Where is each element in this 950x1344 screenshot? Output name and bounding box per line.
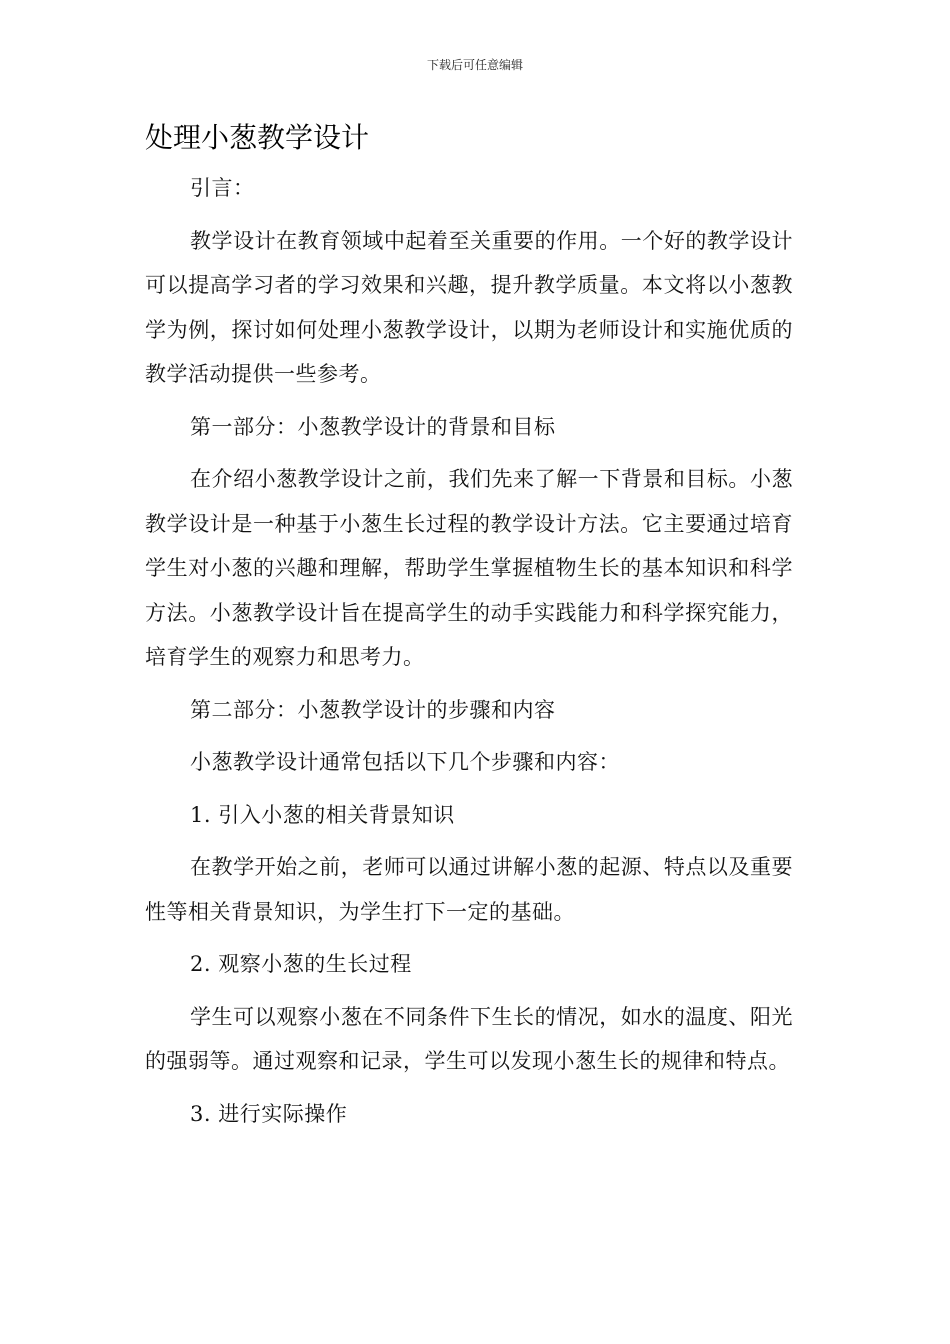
step-2-body: 学生可以观察小葱在不同条件下生长的情况，如水的温度、阳光的强弱等。通过观察和记录，学生可以发现小葱生长的规律和特点。	[145, 1004, 793, 1073]
document-body	[145, 166, 793, 1144]
document-title: 处理小葱教学设计	[145, 121, 370, 154]
step-1-heading: 1. 引入小葱的相关背景知识	[190, 802, 455, 827]
paragraph-intro-heading: 引言：	[190, 176, 255, 200]
section-2-intro: 小葱教学设计通常包括以下几个步骤和内容：	[190, 750, 620, 774]
header-note: 下载后可任意编辑	[426, 58, 523, 72]
step-3-heading: 3. 进行实际操作	[190, 1101, 348, 1126]
step-1-body: 在教学开始之前，老师可以通过讲解小葱的起源、特点以及重要性等相关背景知识，为学生打下一定的基础。	[145, 855, 793, 924]
section-1-body: 在介绍小葱教学设计之前，我们先来了解一下背景和目标。小葱教学设计是一种基于小葱生长过程的教学设计方法。它主要通过培育学生对小葱的兴趣和理解，帮助学生掌握植物生长的基本知识和科学方法。小葱教学设计旨在提高学生的动手实践能力和科学探究能力，培育学生的观察力和思考力。	[145, 467, 793, 669]
step-2-heading: 2. 观察小葱的生长过程	[190, 952, 412, 976]
section-2-heading: 第二部分：小葱教学设计的步骤和内容	[190, 697, 556, 722]
section-1-heading: 第一部分：小葱教学设计的背景和目标	[190, 414, 556, 439]
paragraph-intro: 教学设计在教育领域中起着至关重要的作用。一个好的教学设计可以提高学习者的学习效果和兴趣，提升教学质量。本文将以小葱教学为例，探讨如何处理小葱教学设计，以期为老师设计和实施优质的教学活动提供一些参考。	[145, 228, 793, 386]
